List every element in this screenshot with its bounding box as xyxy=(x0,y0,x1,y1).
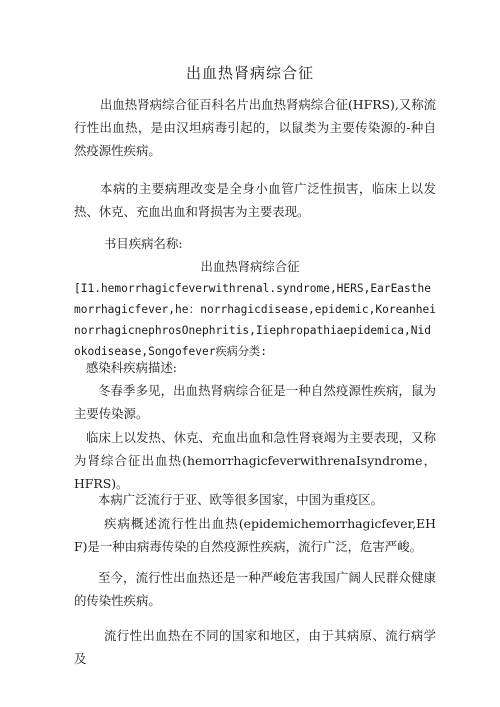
paragraph-pathology: 本病的主要病理改变是全身小血管广泛性损害，临床上以发热、休克、充血出血和肾损害为主要表现。 xyxy=(74,181,436,219)
paragraph-overview: 疾病概述流行性出血热(epidemichemorrhagicfever,EHF)是一种由病毒传染的自然疫源性疾病，流行广泛，危害严峻。 xyxy=(74,516,436,554)
paragraph-regions: 流行性出血热在不同的国家和地区，由于其病原、流行病学及 xyxy=(74,628,436,666)
paragraph-clinical: 临床上以发热、休克、充血出血和急性肾衰竭为主要表现，又称为肾综合征出血热(hemorrhagicfeverwithrenaIsyndrome，HFRS)。 xyxy=(74,430,436,491)
paragraph-danger: 至今，流行性出血热还是一种严峻危害我国广阔人民群众健康的传染性疾病。 xyxy=(74,570,436,608)
document-title: 出血热肾病综合征 xyxy=(185,64,314,82)
paragraph-season: 冬春季多见，出血热肾病综合征是一种自然疫源性疾病，鼠为主要传染源。 xyxy=(74,383,436,421)
paragraph-intro: 出血热肾病综合征百科名片出血热肾病综合征(HFRS),又称流行性出血热，是由汉坦病毒引起的，以鼠类为主要传染源的-种自然疫源性疾病。 xyxy=(74,97,436,158)
paragraph-disease-name: 出血热肾病综合征 xyxy=(200,259,300,274)
paragraph-disease-name-label: 书目疾病名称: xyxy=(104,236,183,251)
paragraph-english-names: [I1.hemorrhagicfeverwithrenal.syndrome,HERS,EarEasthemorrhagicfever,he：norrhagicdisease,epidemic,KoreanheinorrhagicnephrosOnephritis,Iiephropathiaepidemica,Nidokodisease,Songofever疾病分类: xyxy=(74,282,436,358)
paragraph-epidemic-region: 本病广泛流行于亚、欧等很多国家，中国为重疫区。 xyxy=(98,492,383,507)
paragraph-category-label: 感染科疾病描述: xyxy=(86,360,177,375)
